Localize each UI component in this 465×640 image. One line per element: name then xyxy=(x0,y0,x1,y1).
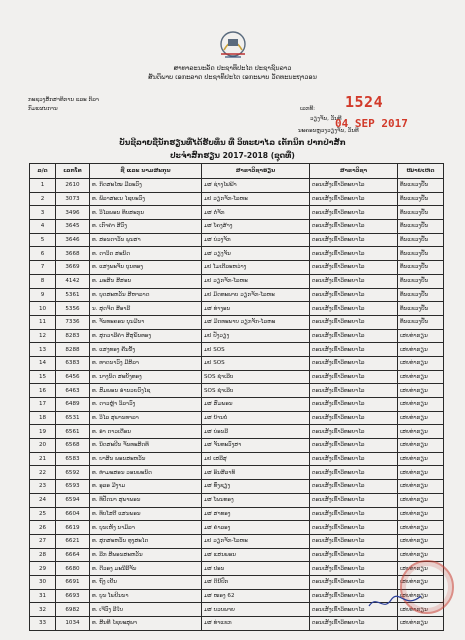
table-cell: ທ. ຖົງ ເຢັນ xyxy=(90,575,202,589)
table-cell: ຕອນເສັງເຂົ້າວິທະຍາໄລ xyxy=(310,575,398,589)
table-cell: ທ. ດາວຫຼ້າ ວິລາວົງ xyxy=(90,398,202,412)
table-cell: 7336 xyxy=(56,315,90,329)
table-cell: ຕອນເສັງເຂົ້າວິທະຍາໄລ xyxy=(310,206,398,220)
document-title: ບັນຊີລາຍຊື່ນັກຮຽນທີ່ໄດ້ຮັບທຶນ ທີ່ ວິທະຍາໄລ ເຕັກນິກ ປາກປ່າສັກ xyxy=(119,138,346,147)
table-cell: ມສ ໂຄງສ້າງ xyxy=(202,220,310,234)
table-cell: ທ. ສີນທີ ໄຊຍະສຸພາ xyxy=(90,617,202,631)
destination-line: ນະຄອນຫຼວງວຽງຈັນ, ວັນທີ xyxy=(298,128,359,134)
table-cell: 6664 xyxy=(56,548,90,562)
table-cell: ທ. ພິລາສະເນ ໄຊຍະວົງ xyxy=(90,192,202,206)
table-header-row xyxy=(30,164,444,179)
table-row xyxy=(30,521,444,535)
table-cell: 6593 xyxy=(56,480,90,494)
table-row xyxy=(30,466,444,480)
table-cell: 14 xyxy=(30,356,56,370)
column-header-school: ສາຂາວິຊາ xyxy=(310,164,398,179)
table-row xyxy=(30,302,444,316)
table-cell: 27 xyxy=(30,534,56,548)
table-cell: ທ. ທິບໂສຕີ ແສນພອນ xyxy=(90,507,202,521)
table-cell: ທ. ດາວິດ ສະນິດ xyxy=(90,247,202,261)
table-cell: ເສຍທ່າຮຽນ xyxy=(398,493,444,507)
table-cell: ມສ ວຽງຈັນ xyxy=(202,247,310,261)
table-cell: ຕອນເສັງເຂົ້າວິທະຍາໄລ xyxy=(310,589,398,603)
table-cell: 33 xyxy=(30,617,56,631)
table-cell: 6531 xyxy=(56,411,90,425)
table-cell: ທ. ເກົາຄຳ ສີວົງ xyxy=(90,220,202,234)
table-cell: 6604 xyxy=(56,507,90,521)
table-cell: 9 xyxy=(30,288,56,302)
table-cell: ເສຍທ່າຮຽນ xyxy=(398,589,444,603)
table-row xyxy=(30,179,444,193)
table-cell: ມສ ໜອງ 62 xyxy=(202,589,310,603)
table-cell: 1 xyxy=(30,179,56,193)
table-cell: 26 xyxy=(30,521,56,535)
reference-date-label: ວຽງຈັນ, ວັນທີ xyxy=(310,116,342,122)
table-cell: 6489 xyxy=(56,398,90,412)
table-cell: ເສຍທ່າຮຽນ xyxy=(398,562,444,576)
table-cell: 3668 xyxy=(56,247,90,261)
table-row xyxy=(30,247,444,261)
table-cell: ທ. ມະສິນ ສີສອນ xyxy=(90,274,202,288)
table-cell: ມສ ແສນພອນ xyxy=(202,548,310,562)
table-cell: 21 xyxy=(30,452,56,466)
table-row xyxy=(30,452,444,466)
table-cell: ມສ ຊ່າງໄຟຟ້າ xyxy=(202,179,310,193)
table-cell: ຕອນເສັງເຂົ້າວິທະຍາໄລ xyxy=(310,534,398,548)
table-cell: ຕອນເສັງເຂົ້າວິທະຍາໄລ xyxy=(310,617,398,631)
table-cell: 5356 xyxy=(56,302,90,316)
table-cell: ເສຍທ່າຮຽນ xyxy=(398,329,444,343)
table-cell: ມສ ທ່າແຂກ xyxy=(202,617,310,631)
table-cell: ເສຍທ່າຮຽນ xyxy=(398,548,444,562)
table-cell: ທ. ບູນ ໂພປິນນາ xyxy=(90,589,202,603)
table-cell: ເສຍທ່າຮຽນ xyxy=(398,356,444,370)
table-cell: 25 xyxy=(30,507,56,521)
column-header-no: ລ/ດ xyxy=(30,164,56,179)
received-date-stamp: 04 SEP 2017 xyxy=(335,117,408,130)
table-cell: ເສຍທ່າຮຽນ xyxy=(398,398,444,412)
table-row xyxy=(30,439,444,453)
table-cell: ມສ ຕໍ່ຈັກ xyxy=(202,206,310,220)
table-row xyxy=(30,507,444,521)
table-cell: 23 xyxy=(30,480,56,494)
table-cell: ມສ ປອນ xyxy=(202,562,310,576)
table-cell: ຕອນເສັງເຂົ້າວິທະຍາໄລ xyxy=(310,233,398,247)
table-cell: 8283 xyxy=(56,329,90,343)
table-cell: ຕອນເສັງເຂົ້າວິທະຍາໄລ xyxy=(310,261,398,275)
table-cell: ມສ ບ້ານບໍ່ xyxy=(202,411,310,425)
table-cell: 6592 xyxy=(56,466,90,480)
republic-header: ສາທາລະນະລັດ ປະຊາທິປະໄຕ ປະຊາຊົນລາວ xyxy=(173,64,292,72)
table-cell: ມປ SOS xyxy=(202,356,310,370)
table-cell: ເສຍທ່າຮຽນ xyxy=(398,480,444,494)
table-cell: ເສຍທ່າຮຽນ xyxy=(398,384,444,398)
table-cell: ທຶນແຂວງປັ້ນ xyxy=(398,233,444,247)
table-cell: ຕອນເສັງເຂົ້າວິທະຍາໄລ xyxy=(310,370,398,384)
table-row xyxy=(30,617,444,631)
table-row xyxy=(30,329,444,343)
table-cell: 6568 xyxy=(56,439,90,453)
table-cell: ມສ ດິນີປົກ xyxy=(202,575,310,589)
column-header-id: ເລກໂຕ xyxy=(56,164,90,179)
table-row xyxy=(30,274,444,288)
table-cell: ທ. ທຳມະສອນ ວອນພະນິດ xyxy=(90,466,202,480)
table-cell: ເສຍທ່າຮຽນ xyxy=(398,507,444,521)
table-cell: ມປ ໂມເຕີລະຫວ່າງ xyxy=(202,261,310,275)
table-cell: 10 xyxy=(30,302,56,316)
table-cell: ເສຍທ່າຮຽນ xyxy=(398,466,444,480)
table-cell: ທ. ວິໄລ ສຸພານທາລາ xyxy=(90,411,202,425)
table-cell: 28 xyxy=(30,548,56,562)
table-cell: ທຶນແຂວງປັ້ນ xyxy=(398,288,444,302)
table-row xyxy=(30,356,444,370)
student-list-table xyxy=(29,163,444,631)
table-row xyxy=(30,206,444,220)
table-cell: 16 xyxy=(30,384,56,398)
table-row xyxy=(30,384,444,398)
table-cell: ເສຍທ່າຮຽນ xyxy=(398,603,444,617)
table-cell: ມປ ວຽກຈັກ-ໂລຫະ xyxy=(202,192,310,206)
table-cell: ທຶນແຂວງປັ້ນ xyxy=(398,192,444,206)
table-cell: ເສຍທ່າຮຽນ xyxy=(398,534,444,548)
table-cell: 6383 xyxy=(56,356,90,370)
table-cell: ທ. ບຸນເຫັງ ນາມິລາ xyxy=(90,521,202,535)
table-cell: ມສ ໂພນທອງ xyxy=(202,493,310,507)
table-cell: ມສ ບ່ອນລີ xyxy=(202,425,310,439)
table-cell: 6583 xyxy=(56,452,90,466)
table-cell: 6680 xyxy=(56,562,90,576)
table-cell: ຕອນເສັງເຂົ້າວິທະຍາໄລ xyxy=(310,466,398,480)
table-cell: 4142 xyxy=(56,274,90,288)
table-cell: ມສ ບວບພາຍ xyxy=(202,603,310,617)
table-cell: 5 xyxy=(30,233,56,247)
table-cell: ຕອນເສັງເຂົ້າວິທະຍາໄລ xyxy=(310,521,398,535)
table-cell: ຕອນເສັງເຂົ້າວິທະຍາໄລ xyxy=(310,384,398,398)
table-cell: ທຶນແຂວງປັ້ນ xyxy=(398,206,444,220)
table-cell: ເສຍທ່າຮຽນ xyxy=(398,452,444,466)
table-cell: ມສ ອິນສີລາທິ xyxy=(202,466,310,480)
table-cell: ມປ ເສລີສຸ xyxy=(202,452,310,466)
table-cell: ມສ ສົມພອນ xyxy=(202,398,310,412)
table-cell: ຕອນເສັງເຂົ້າວິທະຍາໄລ xyxy=(310,507,398,521)
table-cell: ເສຍທ່າຮຽນ xyxy=(398,411,444,425)
table-cell: 3669 xyxy=(56,261,90,275)
table-cell: 24 xyxy=(30,493,56,507)
table-cell: ມສ ທົ່ງຊຽງ xyxy=(202,480,310,494)
table-cell: 6594 xyxy=(56,493,90,507)
table-cell: ທ. ອຸລອ ມີງາມ xyxy=(90,480,202,494)
table-cell: ຕອນເສັງເຂົ້າວິທະຍາໄລ xyxy=(310,398,398,412)
lao-national-emblem-icon xyxy=(216,30,250,60)
table-cell: ທຶນແຂວງປັ້ນ xyxy=(398,220,444,234)
table-cell: 18 xyxy=(30,411,56,425)
table-cell: ທ. ສຸກວາລີຄຳ ສີສຸພັນທອງ xyxy=(90,329,202,343)
table-cell: 20 xyxy=(30,439,56,453)
table-cell: SOS ຊຳເລີບ xyxy=(202,370,310,384)
table-cell: 3645 xyxy=(56,220,90,234)
table-row xyxy=(30,370,444,384)
table-cell: ຕອນເສັງເຂົ້າວິທະຍາໄລ xyxy=(310,603,398,617)
table-cell: ທ. ທິປັດນາ ສຸພາພອນ xyxy=(90,493,202,507)
table-cell: ທຶນແຂວງປັ້ນ xyxy=(398,274,444,288)
table-row xyxy=(30,192,444,206)
table-cell: 6621 xyxy=(56,534,90,548)
table-row xyxy=(30,534,444,548)
table-cell: ເສຍທ່າຮຽນ xyxy=(398,575,444,589)
table-cell: 6 xyxy=(30,247,56,261)
table-cell: ທ. ສອນດາວັນ ພູນສາ xyxy=(90,233,202,247)
table-cell: ຕອນເສັງເຂົ້າວິທະຍາໄລ xyxy=(310,329,398,343)
signature-mark xyxy=(365,590,425,614)
table-cell: ທຶນແຂວງປັ້ນ xyxy=(398,179,444,193)
table-cell: 3 xyxy=(30,206,56,220)
table-cell: ເສຍທ່າຮຽນ xyxy=(398,425,444,439)
handwritten-reference-number: 1524 xyxy=(345,93,384,111)
table-cell: 6982 xyxy=(56,603,90,617)
table-cell: ທ. ເຈີວົງ ລີໃບ xyxy=(90,603,202,617)
table-cell: ມສ ບ່ວງຈັກ xyxy=(202,233,310,247)
table-cell: ຕອນເສັງເຂົ້າວິທະຍາໄລ xyxy=(310,220,398,234)
table-cell: 6619 xyxy=(56,521,90,535)
table-cell: ມສ ສາທອງ xyxy=(202,507,310,521)
table-cell: 4 xyxy=(30,220,56,234)
table-cell: ຕອນເສັງເຂົ້າວິທະຍາໄລ xyxy=(310,548,398,562)
table-row xyxy=(30,233,444,247)
table-cell: ມປ SOS xyxy=(202,343,310,357)
table-cell: ມປ ວຽກຈັກ-ໂລຫະ xyxy=(202,534,310,548)
table-cell: ມປ ປັງວຽງ xyxy=(202,329,310,343)
table-cell: ຕອນເສັງເຂົ້າວິທະຍາໄລ xyxy=(310,274,398,288)
table-cell: 12 xyxy=(30,329,56,343)
document-subtitle: ປະຈຳສົກຮຽນ 2017-2018 (ຊຸດທີ່) xyxy=(170,151,295,160)
table-cell: 32 xyxy=(30,603,56,617)
table-cell: ຕອນເສັງເຂົ້າວິທະຍາໄລ xyxy=(310,411,398,425)
table-cell: 15 xyxy=(30,370,56,384)
table-cell: ຕອນເສັງເຂົ້າວິທະຍາໄລ xyxy=(310,179,398,193)
table-cell: ມປ ມິດທະພາບ ວຽກຈັກ-ໂລຫະ xyxy=(202,288,310,302)
table-cell: 6691 xyxy=(56,575,90,589)
table-row xyxy=(30,343,444,357)
table-cell: 30 xyxy=(30,575,56,589)
table-cell: ທ. ນາງນິດ ສະຍັງທອງ xyxy=(90,370,202,384)
table-cell: 6463 xyxy=(56,384,90,398)
table-row xyxy=(30,493,444,507)
table-row xyxy=(30,425,444,439)
table-cell: ຕອນເສັງເຂົ້າວິທະຍາໄລ xyxy=(310,480,398,494)
table-cell: ມສ ຄຳລອງ xyxy=(202,521,310,535)
table-cell: ທຶນແຂວງປັ້ນ xyxy=(398,261,444,275)
table-cell: 8 xyxy=(30,274,56,288)
table-cell: ທ. ທາດນາວົງ ມີສິລາ xyxy=(90,356,202,370)
table-cell: ຕອນເສັງເຂົ້າວິທະຍາໄລ xyxy=(310,247,398,261)
table-row xyxy=(30,261,444,275)
table-cell: ທ. ແສງທອງ ຄືນນັ້ງ xyxy=(90,343,202,357)
table-cell: ເສຍທ່າຮຽນ xyxy=(398,617,444,631)
table-cell: ທຶນແຂວງປັ້ນ xyxy=(398,302,444,316)
table-body xyxy=(30,179,444,631)
table-row xyxy=(30,411,444,425)
table-cell: ມສ ທ່າງອນ xyxy=(202,302,310,316)
table-cell: ຕອນເສັງເຂົ້າວິທະຍາໄລ xyxy=(310,315,398,329)
table-cell: ມປ ວຽກຈັກ-ໂລຫະ xyxy=(202,274,310,288)
table-cell: ທ. ບາສິນ ພອນສະຫວັນ xyxy=(90,452,202,466)
table-cell: ທ. ສົມພອນ ອຳນວຍວົງໄຊ xyxy=(90,384,202,398)
table-cell: 19 xyxy=(30,425,56,439)
reference-label: ເລກທີ: xyxy=(300,106,316,112)
table-cell: 6456 xyxy=(56,370,90,384)
column-header-name: ຊື່ ແລະ ນາມສະກຸນ xyxy=(90,164,202,179)
table-cell: ເສຍທ່າຮຽນ xyxy=(398,521,444,535)
table-cell: ນ. ສຸດຈິດ ສີອາລີ xyxy=(90,302,202,316)
table-cell: ທ. ບຸດສະຫວັນ ສີຫາລາດ xyxy=(90,288,202,302)
table-cell: ຕອນເສັງເຂົ້າວິທະຍາໄລ xyxy=(310,343,398,357)
table-row xyxy=(30,575,444,589)
table-cell: 6561 xyxy=(56,425,90,439)
table-row xyxy=(30,288,444,302)
table-row xyxy=(30,398,444,412)
motto-header: ສັນຕິພາບ ເອກະລາດ ປະຊາທິປະໄຕ ເອກະພາບ ວັດທະນະຖາວອນ xyxy=(148,73,317,81)
column-header-note: ໝາຍເຫດ xyxy=(398,164,444,179)
table-cell: ຕອນເສັງເຂົ້າວິທະຍາໄລ xyxy=(310,425,398,439)
table-cell: ເສຍທ່າຮຽນ xyxy=(398,370,444,384)
table-cell: ທຶນແຂວງປັ້ນ xyxy=(398,247,444,261)
table-cell: 22 xyxy=(30,466,56,480)
table-cell: ເສຍທ່າຮຽນ xyxy=(398,439,444,453)
table-cell: ຕອນເສັງເຂົ້າວິທະຍາໄລ xyxy=(310,439,398,453)
table-cell: ທ. ແສງພະຈັນ ບຸນທອງ xyxy=(90,261,202,275)
department-name: ກົມແຜນການ xyxy=(28,106,58,112)
table-cell: 7 xyxy=(30,261,56,275)
table-cell: ທ. ນິດສະປີນ ຈັນທະສິດທິ xyxy=(90,439,202,453)
table-row xyxy=(30,220,444,234)
table-cell: 2 xyxy=(30,192,56,206)
table-cell: ຕອນເສັງເຂົ້າວິທະຍາໄລ xyxy=(310,302,398,316)
table-cell: ທຶນແຂວງປັ້ນ xyxy=(398,315,444,329)
table-cell: ຕອນເສັງເຂົ້າວິທະຍາໄລ xyxy=(310,493,398,507)
table-cell: 17 xyxy=(30,398,56,412)
ministry-name: ກະຊວງສຶກສາທິການ ແລະ ກິລາ xyxy=(28,97,99,103)
table-cell: 3496 xyxy=(56,206,90,220)
table-cell: ເສຍທ່າຮຽນ xyxy=(398,343,444,357)
table-cell: ຕອນເສັງເຂົ້າວິທະຍາໄລ xyxy=(310,192,398,206)
table-cell: ຕອນເສັງເຂົ້າວິທະຍາໄລ xyxy=(310,452,398,466)
table-cell: 6693 xyxy=(56,589,90,603)
table-row xyxy=(30,548,444,562)
table-cell: ທ. ອຳ ດາວເດືອນ xyxy=(90,425,202,439)
table-cell: ທ. ກິດສະໄໝ ມີລະວົງ xyxy=(90,179,202,193)
table-cell: 11 xyxy=(30,315,56,329)
table-cell: 2610 xyxy=(56,179,90,193)
table-cell: 1034 xyxy=(56,617,90,631)
column-header-course: ສາຂາວິຊາຮຽນ xyxy=(202,164,310,179)
table-cell: ທ. ດີວອງ ມະນີລີຈັນ xyxy=(90,562,202,576)
table-cell: ຕອນເສັງເຂົ້າວິທະຍາໄລ xyxy=(310,562,398,576)
table-cell: ຕອນເສັງເຂົ້າວິທະຍາໄລ xyxy=(310,356,398,370)
table-cell: ທ. ສຸກສະຫວັນ ທຸງສະໄດ xyxy=(90,534,202,548)
table-cell: 3646 xyxy=(56,233,90,247)
table-cell: 3073 xyxy=(56,192,90,206)
table-cell: 8288 xyxy=(56,343,90,357)
table-cell: 29 xyxy=(30,562,56,576)
table-row xyxy=(30,315,444,329)
table-cell: 5361 xyxy=(56,288,90,302)
table-cell: 13 xyxy=(30,343,56,357)
table-cell: ທ. ຈັນທະຄອນ ບຸນມີນາ xyxy=(90,315,202,329)
table-cell: ທ. ວິໄລພອນ ທິບສະກຸນ xyxy=(90,206,202,220)
table-cell: ທ. ລີກ ສີພອນສະຫວັນ xyxy=(90,548,202,562)
table-row xyxy=(30,480,444,494)
table-cell: ຕອນເສັງເຂົ້າວິທະຍາໄລ xyxy=(310,288,398,302)
table-cell: SOS ຊຳເລີບ xyxy=(202,384,310,398)
table-cell: ມສ ມິດທະພາບ ວຽກຈັກ-ໂລຫະ xyxy=(202,315,310,329)
table-cell: ມສ ຈັນທະວົງສາ xyxy=(202,439,310,453)
table-cell: 31 xyxy=(30,589,56,603)
table-row xyxy=(30,562,444,576)
